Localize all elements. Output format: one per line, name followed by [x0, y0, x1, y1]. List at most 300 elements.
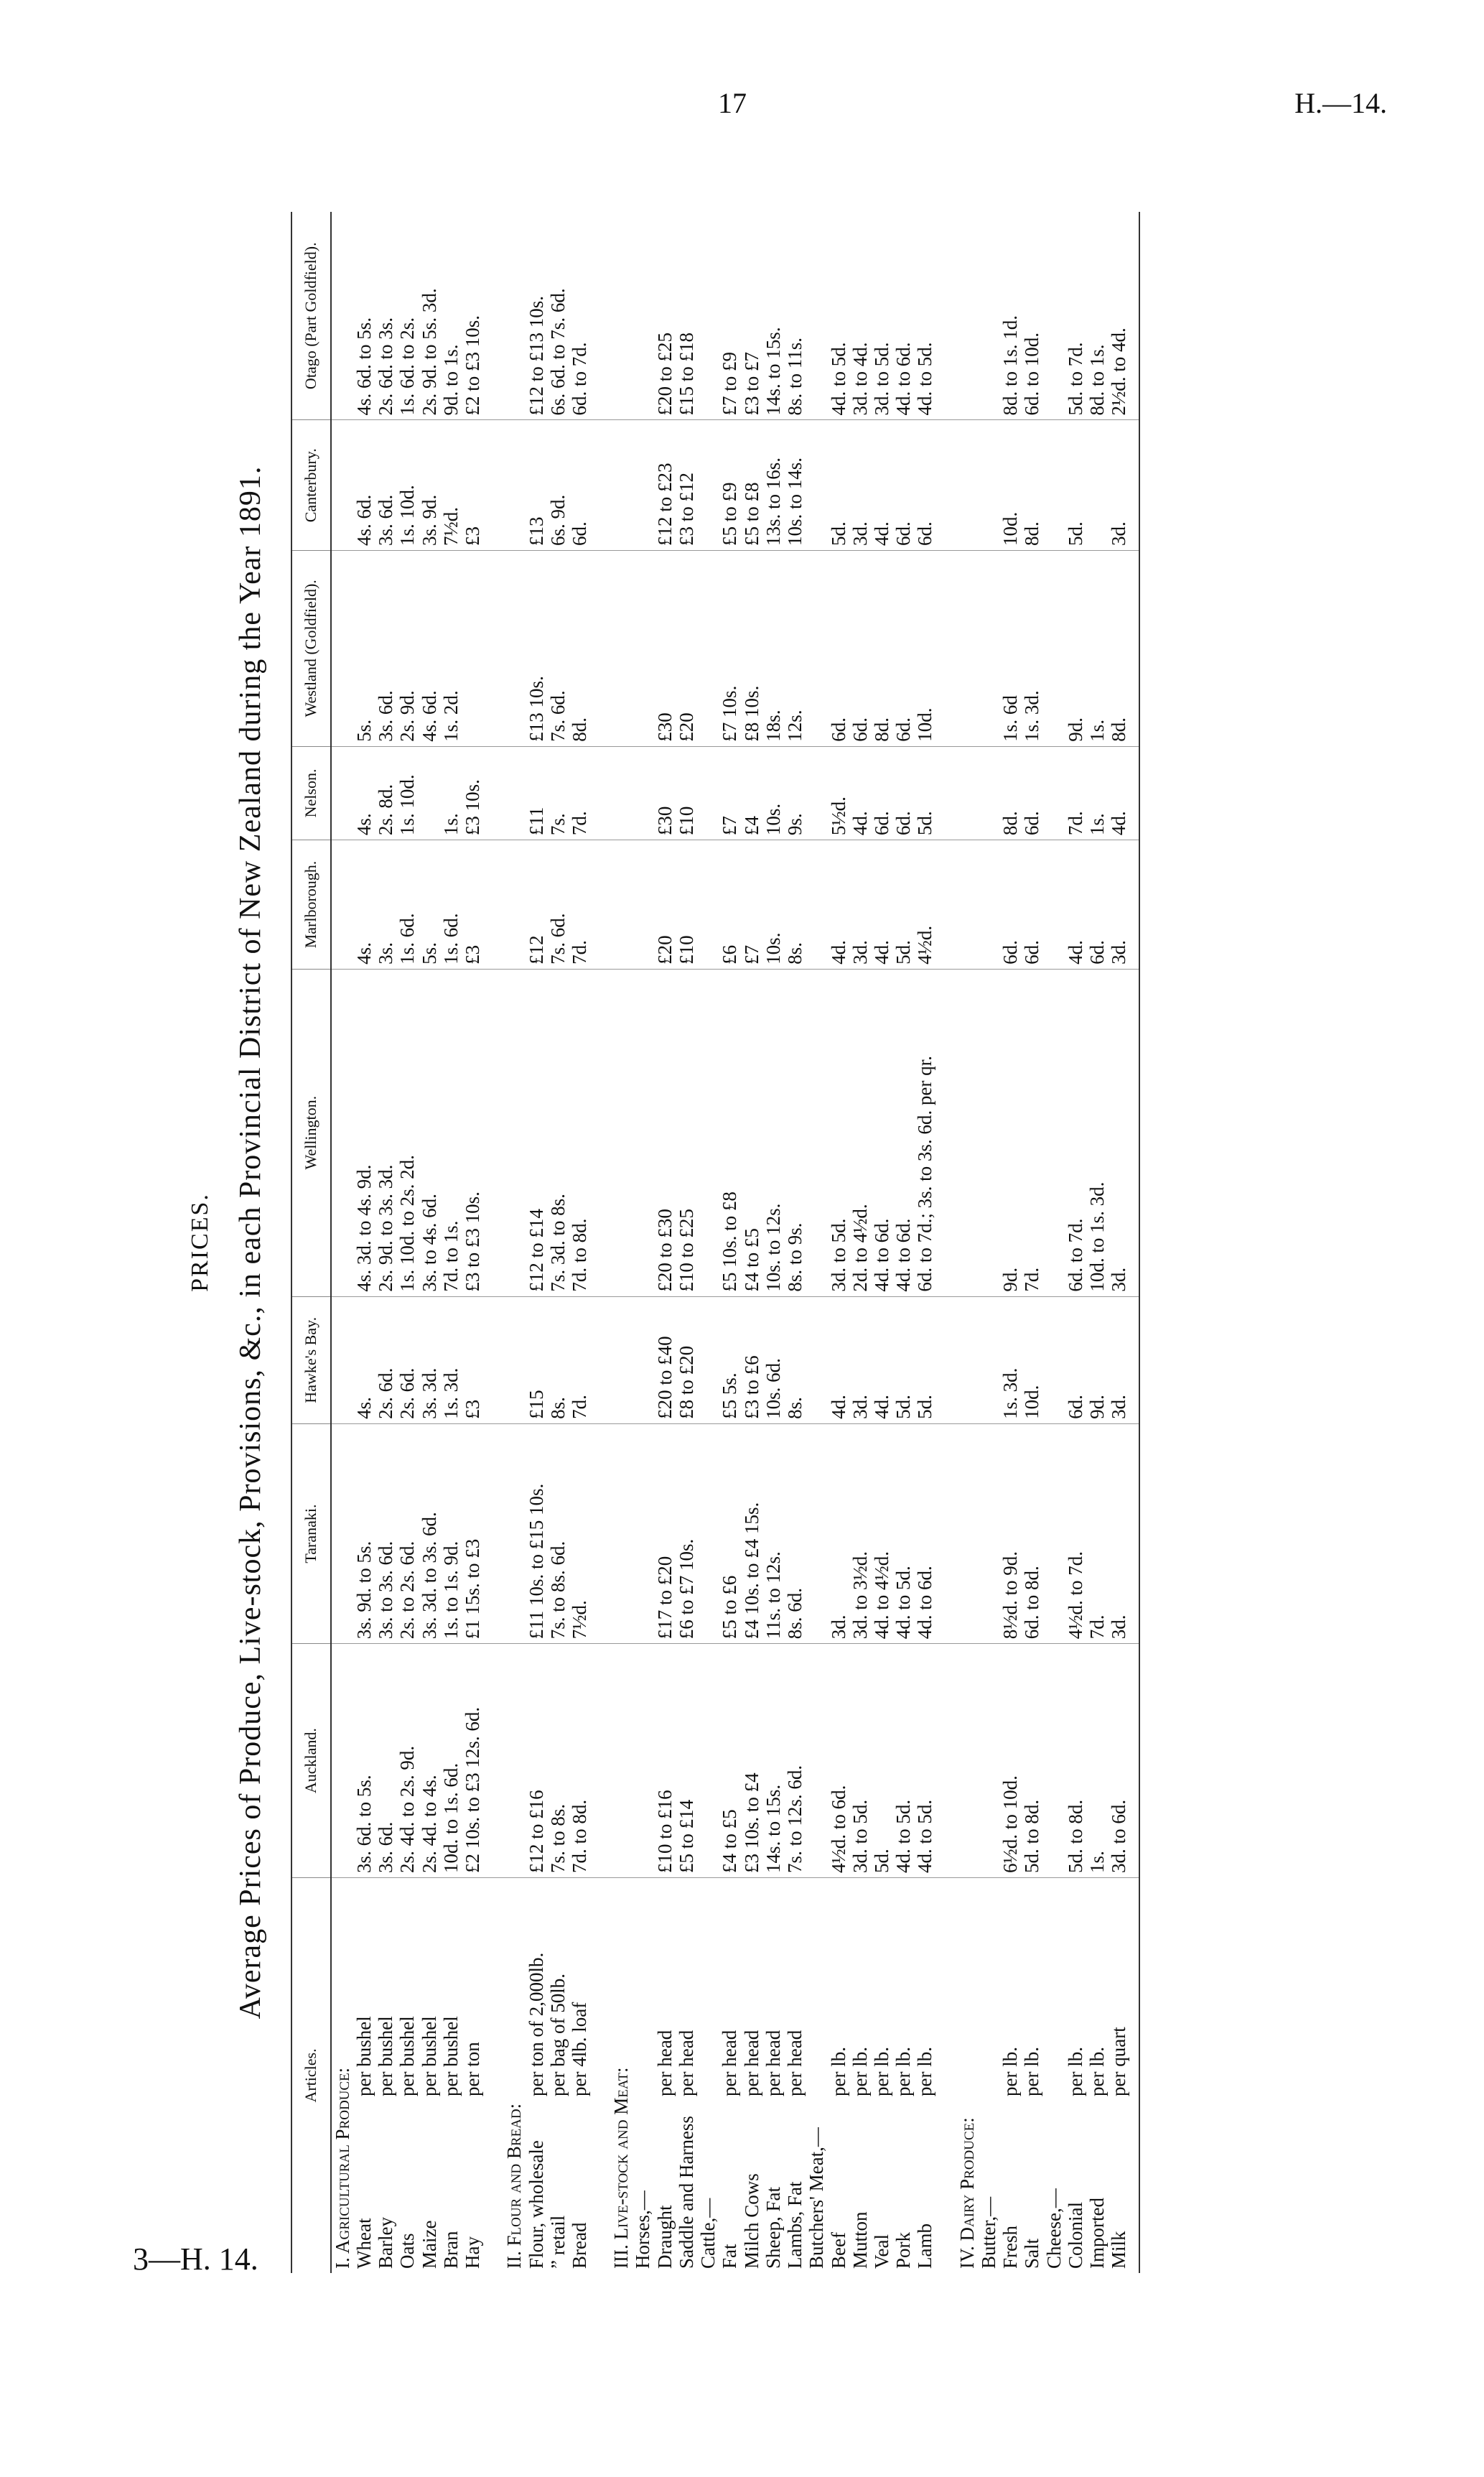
price-cell: £2 10s. to £3 12s. 6d. — [462, 1644, 483, 1878]
price-cell: 1s. 6d — [999, 551, 1021, 747]
price-cell: 3d. — [849, 420, 871, 551]
price-cell: £30 — [654, 746, 676, 840]
price-cell: 4d. — [871, 420, 892, 551]
article-name: Pork — [892, 2231, 915, 2269]
table-row — [762, 212, 784, 2273]
price-cell: £6 to £7 10s. — [676, 1423, 697, 1643]
price-cell: 4d. — [871, 840, 892, 970]
price-cell: 6d. — [1021, 840, 1042, 970]
column-header-district: Taranaki. — [291, 1423, 331, 1643]
column-header-district: Otago (Part Goldfield). — [291, 212, 331, 420]
price-cell: 2s. 9d. to 3s. 3d. — [375, 969, 396, 1296]
price-cell: 6d. to 7d. — [1065, 969, 1086, 1296]
price-cell: 1s. — [1086, 1644, 1108, 1878]
price-cell: 3s. 6d. to 5s. — [353, 1644, 375, 1878]
price-cell: 8s. to 9s. — [784, 969, 806, 1296]
table-row — [1108, 212, 1139, 2273]
price-cell: 4d. to 5d. — [828, 212, 849, 420]
price-cell: 7s. 6d. — [547, 551, 569, 747]
price-cell: 5d. — [871, 1644, 892, 1878]
price-cell: 1s. — [1086, 746, 1108, 840]
article-unit: per ton — [462, 2042, 484, 2096]
price-cell: 7d. to 8d. — [569, 969, 590, 1296]
price-cell: 9s. — [784, 746, 806, 840]
price-cell: 3s. — [375, 840, 396, 970]
price-cell: 2s. 4d. to 2s. 9d. — [396, 1644, 418, 1878]
price-cell: 6d. — [1021, 746, 1042, 840]
article-unit: per bag of 50lb. — [546, 1974, 569, 2096]
price-cell: £10 to £25 — [676, 969, 697, 1296]
price-cell: 5d. — [892, 840, 914, 970]
sheet-reference: 3—H. 14. — [133, 2241, 258, 2277]
price-cell: £12 to £14 — [526, 969, 547, 1296]
price-cell: £10 to £16 — [654, 1644, 676, 1878]
price-cell: 10s. to 14s. — [784, 420, 806, 551]
article-name: Fat — [719, 2244, 741, 2269]
table-row — [999, 212, 1021, 2273]
price-cell: £20 to £40 — [654, 1296, 676, 1423]
price-cell: £5 to £8 — [741, 420, 762, 551]
category-row — [331, 212, 353, 2273]
price-cell: £3 to £6 — [741, 1296, 762, 1423]
price-cell: 14s. to 15s. — [762, 212, 784, 420]
price-cell: 7d. — [1021, 969, 1042, 1296]
price-cell: 4s. — [353, 1296, 375, 1423]
price-cell: 2½d. to 4d. — [1108, 212, 1139, 420]
table-row — [547, 212, 569, 2273]
price-cell: £7 10s. — [719, 551, 740, 747]
subcategory-label: Horses,— — [632, 2190, 654, 2269]
price-cell: 3d. to 5d. — [871, 212, 892, 420]
price-cell: 5d. — [828, 420, 849, 551]
price-cell: 14s. to 15s. — [762, 1644, 784, 1878]
price-cell: £7 to £9 — [719, 212, 740, 420]
price-cell: 3d. — [828, 1423, 849, 1643]
price-cell: 1s. 3d. — [999, 1296, 1021, 1423]
price-cell: 7s. — [547, 746, 569, 840]
table-row — [1021, 212, 1042, 2273]
price-cell: 3s. to 3s. 6d. — [375, 1423, 396, 1643]
article-unit: per lb. — [1021, 2047, 1043, 2096]
price-cell: 7s. to 12s. 6d. — [784, 1644, 806, 1878]
price-cell: £3 — [462, 420, 483, 551]
price-cell: 4s. 6d. — [419, 551, 440, 747]
table-row — [784, 212, 806, 2273]
price-cell: 8½d. to 9d. — [999, 1423, 1021, 1643]
price-cell: 4s. 3d. to 4s. 9d. — [353, 969, 375, 1296]
price-cell: 6d. — [1086, 840, 1108, 970]
price-cell: 3d. — [1108, 969, 1139, 1296]
price-cell: £3 10s. — [462, 746, 483, 840]
price-cell: £3 to £3 10s. — [462, 969, 483, 1296]
price-cell: 4d. to 6d. — [914, 1423, 935, 1643]
price-cell: 2s. 9d. — [396, 551, 418, 747]
price-cell: 6d. to 8d. — [1021, 1423, 1042, 1643]
price-cell: 4d. to 5d. — [914, 1644, 935, 1878]
price-cell: 8s. — [547, 1296, 569, 1423]
table-row — [676, 212, 697, 2273]
price-cell: £7 — [719, 746, 740, 840]
price-cell: 3d. to 6d. — [1108, 1644, 1139, 1878]
price-cell: 3d. to 5d. — [849, 1644, 871, 1878]
price-cell: £5 10s. to £8 — [719, 969, 740, 1296]
article-unit: per head — [784, 2030, 806, 2096]
article-name: Bread — [568, 2222, 590, 2269]
article-unit: per lb. — [892, 2047, 915, 2096]
price-cell: £12 to £13 10s. — [526, 212, 547, 420]
price-cell: 2s. 8d. — [375, 746, 396, 840]
article-unit: per bushel — [396, 2016, 419, 2096]
table-row — [353, 212, 375, 2273]
price-cell: 3d. — [1108, 840, 1139, 970]
price-cell: £12 — [526, 840, 547, 970]
price-cell: £4 — [741, 746, 762, 840]
price-cell: 4d. to 6d. — [892, 212, 914, 420]
price-cell: 10s. to 12s. — [762, 969, 784, 1296]
price-cell: 8d. — [569, 551, 590, 747]
article-unit: per bushel — [418, 2016, 440, 2096]
subcategory-label: Cheese,— — [1042, 2188, 1065, 2269]
table-row — [654, 212, 676, 2273]
price-cell: £2 to £3 10s. — [462, 212, 483, 420]
price-cell: 8d. — [1108, 551, 1139, 747]
price-cell: 4d. — [1108, 746, 1139, 840]
price-cell: 7d. — [1065, 746, 1086, 840]
price-cell: £17 to £20 — [654, 1423, 676, 1643]
article-name: Draught — [653, 2205, 676, 2269]
price-cell: 1s. 6d. — [440, 840, 462, 970]
price-cell: 3s. 6d. — [375, 551, 396, 747]
price-cell: £10 — [676, 746, 697, 840]
table-row — [892, 212, 914, 2273]
price-cell: 7s. 3d. to 8s. — [547, 969, 569, 1296]
price-cell: 7d. to 1s. — [440, 969, 462, 1296]
article-name: Flour, wholesale — [525, 2140, 547, 2269]
price-cell: 5½d. — [828, 746, 849, 840]
price-cell: 4d. — [1065, 840, 1086, 970]
price-cell: 3s. 3d. — [419, 1296, 440, 1423]
price-cell: 6d. to 7d.; 3s. to 3s. 6d. per qr. — [914, 969, 935, 1296]
price-cell: 6d. — [849, 551, 871, 747]
table-row — [849, 212, 871, 2273]
price-cell: 1s. 3d. — [440, 1296, 462, 1423]
price-cell: 6½d. to 10d. — [999, 1644, 1021, 1878]
price-cell: 1s. 6d. to 2s. — [396, 212, 418, 420]
price-cell: 9d. — [1086, 1296, 1108, 1423]
price-cell — [419, 746, 440, 840]
price-cell: 3d. to 5d. — [828, 969, 849, 1296]
table-row — [871, 212, 892, 2273]
price-cell: 6d. — [569, 420, 590, 551]
rotated-table-area — [165, 169, 1314, 2316]
price-cell: 3s. to 4s. 6d. — [419, 969, 440, 1296]
table-row — [375, 212, 396, 2273]
article-unit: per quart — [1108, 2027, 1130, 2096]
article-name: Hay — [462, 2236, 484, 2269]
price-cell: £11 10s. to £15 10s. — [526, 1423, 547, 1643]
spacer-row — [590, 212, 610, 2273]
price-cell: 3s. 6d. — [375, 1644, 396, 1878]
subcategory-row — [697, 212, 719, 2273]
article-unit: per 4lb. loaf — [568, 2002, 590, 2096]
price-cell: 2d. to 4½d. — [849, 969, 871, 1296]
subcategory-label: Butter,— — [977, 2196, 999, 2269]
column-header-district: Hawke's Bay. — [291, 1296, 331, 1423]
price-cell: 2s. 4d. to 4s. — [419, 1644, 440, 1878]
article-unit: per bushel — [353, 2016, 375, 2096]
article-unit: per lb. — [827, 2047, 849, 2096]
price-cell: 10d. — [914, 551, 935, 747]
subcategory-label: Cattle,— — [697, 2198, 719, 2269]
price-cell: 4d. — [849, 746, 871, 840]
column-header-district: Nelson. — [291, 746, 331, 840]
price-cell: £4 to £5 — [741, 969, 762, 1296]
price-cell: 10d. — [1021, 1296, 1042, 1423]
subcategory-row — [632, 212, 653, 2273]
subcategory-row — [1043, 212, 1065, 2273]
price-cell: 1s. 2d. — [440, 551, 462, 747]
article-name: Milch Cows — [740, 2173, 762, 2269]
table-row — [526, 212, 547, 2273]
category-label: II. Flour and Bread: — [503, 2103, 526, 2269]
price-cell: 5d. — [914, 1296, 935, 1423]
table-row — [914, 212, 935, 2273]
spacer-row — [936, 212, 956, 2273]
article-unit: per head — [719, 2030, 741, 2096]
price-cell: 4d. to 4½d. — [871, 1423, 892, 1643]
spacer-row — [483, 212, 503, 2273]
price-cell: 6d. — [871, 746, 892, 840]
article-name: ” retail — [546, 2215, 569, 2269]
table-row — [419, 212, 440, 2273]
table-title: Average Prices of Produce, Live-stock, Provisions, &c., in each Provincial District of New Zealand during the Year 1891. — [234, 465, 267, 2020]
price-cell: £30 — [654, 551, 676, 747]
price-cell: 7½d. — [440, 420, 462, 551]
price-cell: 3d. to 4d. — [849, 212, 871, 420]
column-header-district: Marlborough. — [291, 840, 331, 970]
price-cell — [1086, 420, 1108, 551]
price-cell: £20 — [654, 840, 676, 970]
table-row — [462, 212, 483, 2273]
price-cell: £20 to £30 — [654, 969, 676, 1296]
price-cell: 6d. to 10d. — [1021, 212, 1042, 420]
price-cell: 1s. 10d. — [396, 420, 418, 551]
price-cell: £13 — [526, 420, 547, 551]
article-name: Lamb — [914, 2223, 936, 2269]
price-cell: 4d. to 5d. — [914, 212, 935, 420]
price-cell: 4s. 6d. — [353, 420, 375, 551]
table-row — [569, 212, 590, 2273]
price-cell: 7d. — [569, 1296, 590, 1423]
price-cell: 5d. — [1065, 420, 1086, 551]
category-label: III. Live-stock and Meat: — [610, 2067, 633, 2269]
price-cell: 10s. 6d. — [762, 1296, 784, 1423]
price-cell: 5d. — [914, 746, 935, 840]
price-cell: 3d. — [849, 840, 871, 970]
price-cell: 1s. to 1s. 9d. — [440, 1423, 462, 1643]
article-unit: per lb. — [1086, 2047, 1109, 2096]
price-cell: 8s. to 11s. — [784, 212, 806, 420]
price-cell: 5d. to 8d. — [1021, 1644, 1042, 1878]
column-header-district: Auckland. — [291, 1644, 331, 1878]
price-cell: 13s. to 16s. — [762, 420, 784, 551]
price-cell: £13 10s. — [526, 551, 547, 747]
price-cell: 8s. 6d. — [784, 1423, 806, 1643]
price-cell: 10s. — [762, 746, 784, 840]
price-cell: £20 to £25 — [654, 212, 676, 420]
price-cell: 5s. — [353, 551, 375, 747]
column-header-articles: Articles. — [291, 1877, 331, 2273]
article-name: Beef — [827, 2232, 849, 2269]
price-cell: £3 — [462, 1296, 483, 1423]
price-cell: 10d. to 1s. 3d. — [1086, 969, 1108, 1296]
article-name: Colonial — [1064, 2202, 1086, 2269]
article-name: Mutton — [849, 2211, 871, 2269]
price-cell: 7s. to 8s. 6d. — [547, 1423, 569, 1643]
price-cell: 1s. — [1086, 551, 1108, 747]
price-cell: £20 — [676, 551, 697, 747]
article-unit: per lb. — [871, 2047, 893, 2096]
price-cell: 9d. — [1065, 551, 1086, 747]
table-row — [440, 212, 462, 2273]
article-unit: per head — [675, 2030, 697, 2096]
price-cell: 8s. — [784, 1296, 806, 1423]
price-cell: £3 to £7 — [741, 212, 762, 420]
prices-table — [291, 212, 1140, 2273]
price-cell: 5d. to 7d. — [1065, 212, 1086, 420]
subcategory-label: Butchers' Meat,— — [806, 2127, 828, 2269]
price-cell: 6d. — [828, 551, 849, 747]
price-cell: 4d. — [828, 840, 849, 970]
price-cell: 4d. to 5d. — [892, 1423, 914, 1643]
price-cell: 3s. 6d. — [375, 420, 396, 551]
price-cell — [462, 551, 483, 747]
price-cell: 1s. 3d. — [1021, 551, 1042, 747]
table-row — [719, 212, 740, 2273]
price-cell: 4½d. to 6d. — [828, 1644, 849, 1878]
price-cell: £5 5s. — [719, 1296, 740, 1423]
price-cell: 18s. — [762, 551, 784, 747]
price-cell: 4s. — [353, 840, 375, 970]
price-cell: 8d. — [1021, 420, 1042, 551]
price-cell: 6d. — [892, 551, 914, 747]
price-cell: 6d. to 7d. — [569, 212, 590, 420]
price-cell: 10d. — [999, 420, 1021, 551]
article-name: Maize — [418, 2220, 440, 2269]
article-name: Oats — [396, 2233, 419, 2269]
price-cell: £8 to £20 — [676, 1296, 697, 1423]
price-cell: 8s. — [784, 840, 806, 970]
category-row — [503, 212, 525, 2273]
category-row — [956, 212, 978, 2273]
price-cell: 7d. — [569, 840, 590, 970]
price-cell: 9d. to 1s. — [440, 212, 462, 420]
price-cell: £15 to £18 — [676, 212, 697, 420]
price-cell: 2s. to 2s. 6d. — [396, 1423, 418, 1643]
article-unit: per head — [762, 2030, 784, 2096]
price-cell: 6d. — [914, 420, 935, 551]
price-cell: 6s. 6d. to 7s. 6d. — [547, 212, 569, 420]
category-label: I. Agricultural Produce: — [331, 2067, 353, 2269]
price-cell: £5 to £9 — [719, 420, 740, 551]
price-cell: 6d. — [892, 420, 914, 551]
article-unit: per lb. — [914, 2047, 936, 2096]
price-cell: 7d. to 8d. — [569, 1644, 590, 1878]
price-cell: 1s. 6d. — [396, 840, 418, 970]
price-cell: £5 to £6 — [719, 1423, 740, 1643]
article-unit: per bushel — [375, 2016, 397, 2096]
price-cell: 7s. 6d. — [547, 840, 569, 970]
price-cell: 2s. 6d. — [396, 1296, 418, 1423]
column-header-district: Westland (Goldfield). — [291, 551, 331, 747]
category-row — [610, 212, 632, 2273]
category-label: IV. Dairy Produce: — [956, 2117, 978, 2269]
article-unit: per lb. — [849, 2047, 871, 2096]
price-cell: £4 10s. to £4 15s. — [741, 1423, 762, 1643]
page-reference: H.—14. — [1294, 87, 1387, 119]
price-cell: 3d. — [849, 1296, 871, 1423]
price-cell: 6d. — [1065, 1296, 1086, 1423]
article-unit: per lb. — [999, 2047, 1022, 2096]
price-cell: 11s. to 12s. — [762, 1423, 784, 1643]
price-cell: 4d. to 5d. — [892, 1644, 914, 1878]
article-name: Bran — [439, 2231, 462, 2269]
price-cell: 2s. 6d. — [375, 1296, 396, 1423]
table-body — [331, 212, 1139, 2273]
price-cell: 6d. — [999, 840, 1021, 970]
price-cell: 3d. to 3½d. — [849, 1423, 871, 1643]
price-cell: 1s. 10d. to 2s. 2d. — [396, 969, 418, 1296]
page-number: 17 — [718, 87, 747, 119]
article-name: Sheep, Fat — [762, 2187, 784, 2269]
price-cell: £3 10s. to £4 — [741, 1644, 762, 1878]
price-cell: 10d. to 1s. 6d. — [440, 1644, 462, 1878]
price-cell: 3d. — [1108, 1423, 1139, 1643]
price-cell: 12s. — [784, 551, 806, 747]
price-cell: 9d. — [999, 969, 1021, 1296]
table-row — [396, 212, 418, 2273]
table-header-row — [291, 212, 331, 2273]
price-cell: 4½d. — [914, 840, 935, 970]
price-cell: 7d. — [569, 746, 590, 840]
price-cell: 6d. — [892, 746, 914, 840]
article-name: Veal — [871, 2234, 893, 2269]
article-name: Barley — [375, 2217, 397, 2269]
price-cell: £10 — [676, 840, 697, 970]
section-heading: PRICES. — [187, 1193, 213, 1292]
price-cell: 4½d. to 7d. — [1065, 1423, 1086, 1643]
table-row — [828, 212, 849, 2273]
article-name: Saddle and Harness — [675, 2116, 697, 2269]
article-name: Imported — [1086, 2198, 1109, 2269]
price-cell: £3 to £12 — [676, 420, 697, 551]
article-name: Fresh — [999, 2226, 1022, 2269]
price-cell: 1s. 10d. — [396, 746, 418, 840]
article-unit: per bushel — [439, 2016, 462, 2096]
price-cell: 4d. to 6d. — [892, 969, 914, 1296]
table-row — [741, 212, 762, 2273]
price-cell: £8 10s. — [741, 551, 762, 747]
price-cell: 3s. 3d. to 3s. 6d. — [419, 1423, 440, 1643]
price-cell: 4d. to 6d. — [871, 969, 892, 1296]
article-name: Wheat — [353, 2218, 375, 2269]
price-cell: 2s. 9d. to 5s. 3d. — [419, 212, 440, 420]
price-cell: 1s. — [440, 746, 462, 840]
article-name: Lambs, Fat — [784, 2181, 806, 2269]
price-cell: 2s. 6d. to 3s. — [375, 212, 396, 420]
price-cell: 7½d. — [569, 1423, 590, 1643]
price-cell: 3d. — [1108, 1296, 1139, 1423]
